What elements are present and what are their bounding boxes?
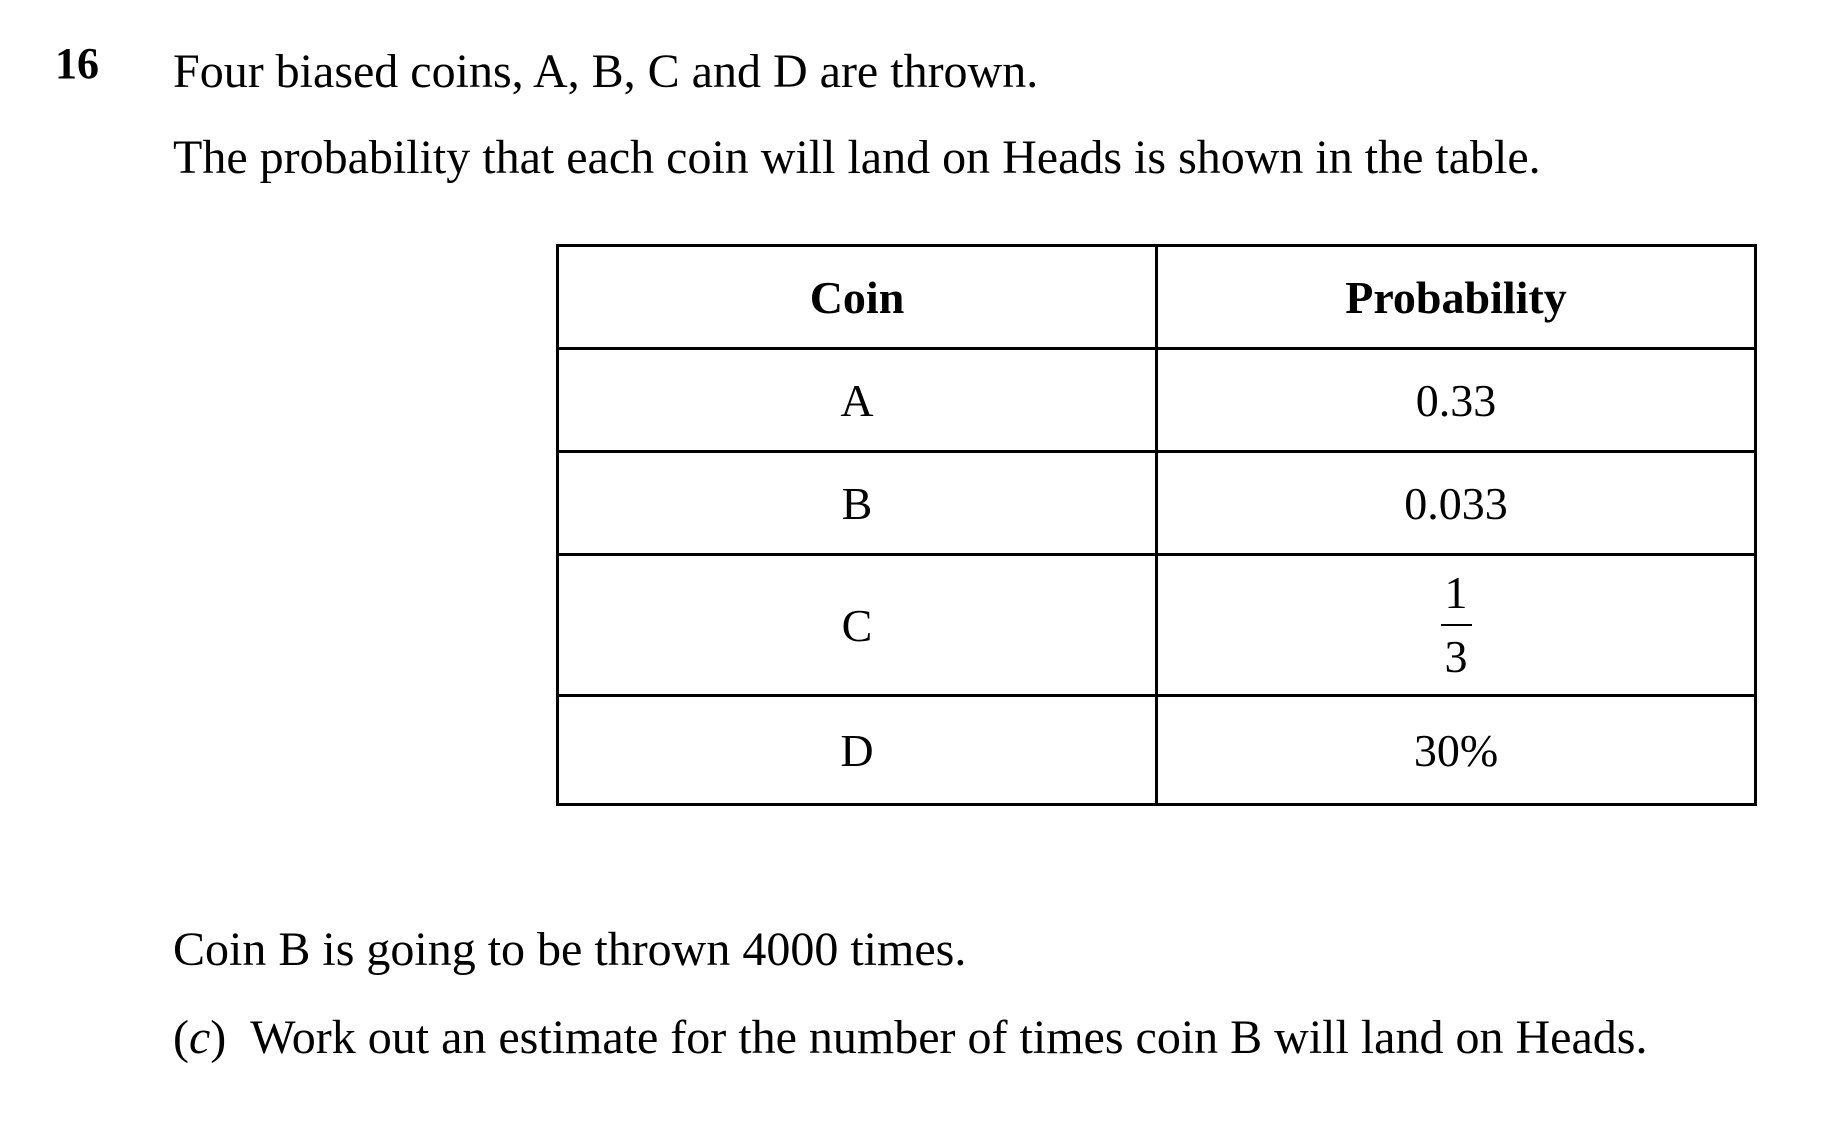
question-number: 16 xyxy=(55,39,99,88)
fraction-denominator: 3 xyxy=(1444,631,1468,682)
coin-cell: C xyxy=(558,555,1157,696)
table-row xyxy=(558,696,1756,805)
coin-cell: A xyxy=(558,349,1157,452)
part-label xyxy=(173,1011,226,1064)
question-statement: The probability that each coin will land on Heads is shown in the table. xyxy=(173,131,1541,184)
fraction xyxy=(1441,567,1472,682)
column-header-coin: Coin xyxy=(558,246,1157,349)
part-text: Work out an estimate for the number of times coin B will land on Heads. xyxy=(250,1011,1648,1064)
table-row xyxy=(558,349,1756,452)
question-intro: Four biased coins, A, B, C and D are thrown. xyxy=(173,45,1039,98)
part-open-paren: ( xyxy=(173,1011,189,1064)
column-header-probability: Probability xyxy=(1157,246,1756,349)
table-row xyxy=(558,555,1756,696)
question-part-c xyxy=(173,1011,1648,1064)
probability-cell: 0.033 xyxy=(1157,452,1756,555)
table-header-row xyxy=(558,246,1756,349)
probability-cell: 0.33 xyxy=(1157,349,1756,452)
fraction-numerator: 1 xyxy=(1441,570,1472,626)
question-context: Coin B is going to be thrown 4000 times. xyxy=(173,923,967,976)
probability-table xyxy=(556,244,1757,806)
coin-cell: D xyxy=(558,696,1157,805)
part-letter: c xyxy=(188,1011,211,1064)
part-close-paren: ) xyxy=(210,1011,227,1064)
probability-cell xyxy=(1157,555,1756,696)
coin-cell: B xyxy=(558,452,1157,555)
table-row xyxy=(558,452,1756,555)
probability-cell: 30% xyxy=(1157,696,1756,805)
